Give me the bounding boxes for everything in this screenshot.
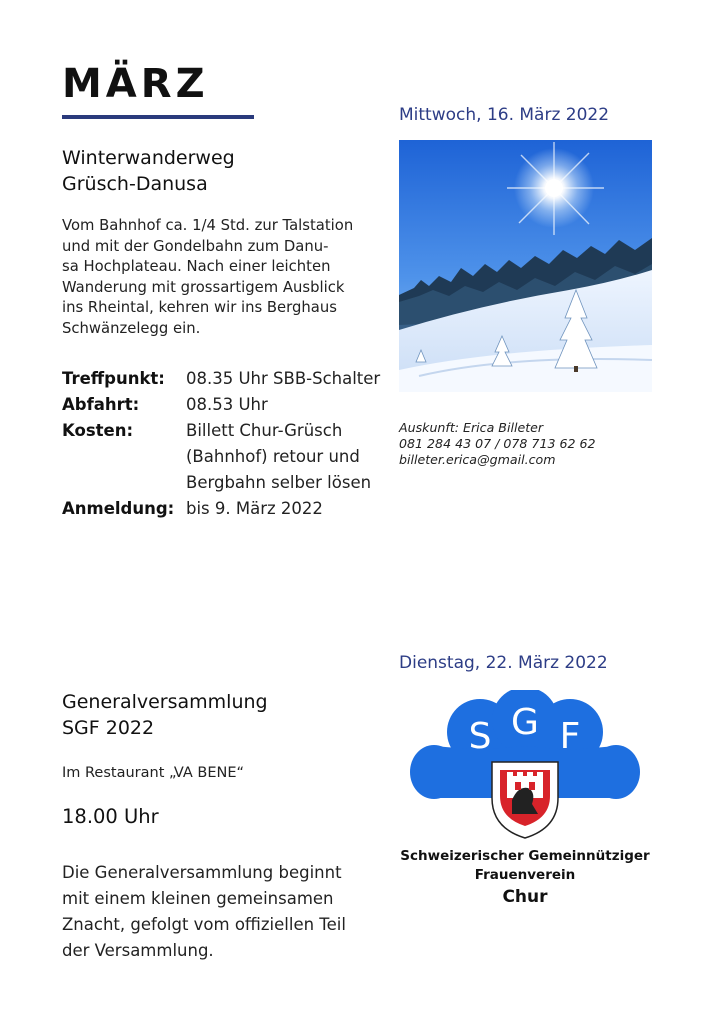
event2-description-line: der Versammlung. <box>62 941 214 960</box>
event2-description <box>62 860 346 964</box>
detail-label: Anmeldung: <box>62 499 175 518</box>
sgf-logo <box>400 690 650 915</box>
logo-text-line-2: Frauenverein <box>474 867 576 883</box>
event2-time: 18.00 Uhr <box>62 805 159 828</box>
event2-title-line: Generalversammlung <box>62 691 268 713</box>
winter-landscape-icon <box>399 140 652 392</box>
event1-description-line: und mit der Gondelbahn zum Danu- <box>62 237 329 255</box>
event2-title <box>62 689 268 741</box>
event2-description-line: Znacht, gefolgt vom offiziellen Teil <box>62 915 346 934</box>
detail-value <box>186 418 380 496</box>
detail-label: Treffpunkt: <box>62 369 165 388</box>
event1-description-line: Vom Bahnhof ca. 1/4 Std. zur Talstation <box>62 217 354 234</box>
detail-row <box>62 392 380 418</box>
detail-value: 08.53 Uhr <box>186 395 268 414</box>
event1-description-line: sa Hochplateau. Nach einer leichten <box>62 258 331 276</box>
event2-description-line: mit einem kleinen gemeinsamen <box>62 889 334 908</box>
winter-landscape-photo <box>399 140 652 392</box>
logo-letter-g: G <box>511 702 539 743</box>
event2-title-line: SGF 2022 <box>62 717 155 739</box>
detail-value-line: (Bahnhof) retour und <box>186 447 360 466</box>
logo-text-line-1: Schweizerischer Gemeinnütziger <box>400 848 650 864</box>
detail-row <box>62 366 380 392</box>
event1-title <box>62 145 235 197</box>
logo-letter-s: S <box>468 716 492 757</box>
detail-label: Kosten: <box>62 421 134 440</box>
event2-date: Dienstag, 22. März 2022 <box>399 653 608 673</box>
month-underline <box>62 115 254 119</box>
event2-venue: Im Restaurant „VA BENE“ <box>62 765 245 781</box>
event1-description-line: ins Rheintal, kehren wir ins Berghaus <box>62 299 337 317</box>
detail-value: 08.35 Uhr SBB-Schalter <box>186 369 381 388</box>
month-title: MÄRZ <box>62 61 209 107</box>
event2-description-line: Die Generalversammlung beginnt <box>62 863 342 882</box>
detail-row <box>62 418 380 496</box>
logo-letter-f: F <box>559 716 581 757</box>
event1-description-line: Wanderung mit grossartigem Ausblick <box>62 278 345 296</box>
contact-phone: 081 284 43 07 / 078 713 62 62 <box>399 436 596 451</box>
detail-value: bis 9. März 2022 <box>186 499 323 518</box>
detail-row <box>62 496 380 522</box>
event1-contact <box>399 420 596 468</box>
contact-email: billeter.erica@gmail.com <box>399 452 556 467</box>
contact-line: Auskunft: Erica Billeter <box>399 420 544 435</box>
event1-title-line: Winterwanderweg <box>62 147 235 169</box>
event1-details <box>62 366 380 522</box>
event1-date: Mittwoch, 16. März 2022 <box>399 105 610 125</box>
detail-value-line: Billett Chur-Grüsch <box>186 421 343 440</box>
logo-text-line-3: Chur <box>502 887 548 907</box>
event1-title-line: Grüsch-Danusa <box>62 173 208 195</box>
detail-value-line: Bergbahn selber lösen <box>186 473 372 492</box>
detail-label: Abfahrt: <box>62 395 140 414</box>
sgf-emblem-icon <box>400 690 650 840</box>
event1-description <box>62 216 353 340</box>
event1-description-line: Schwänzelegg ein. <box>62 319 201 337</box>
